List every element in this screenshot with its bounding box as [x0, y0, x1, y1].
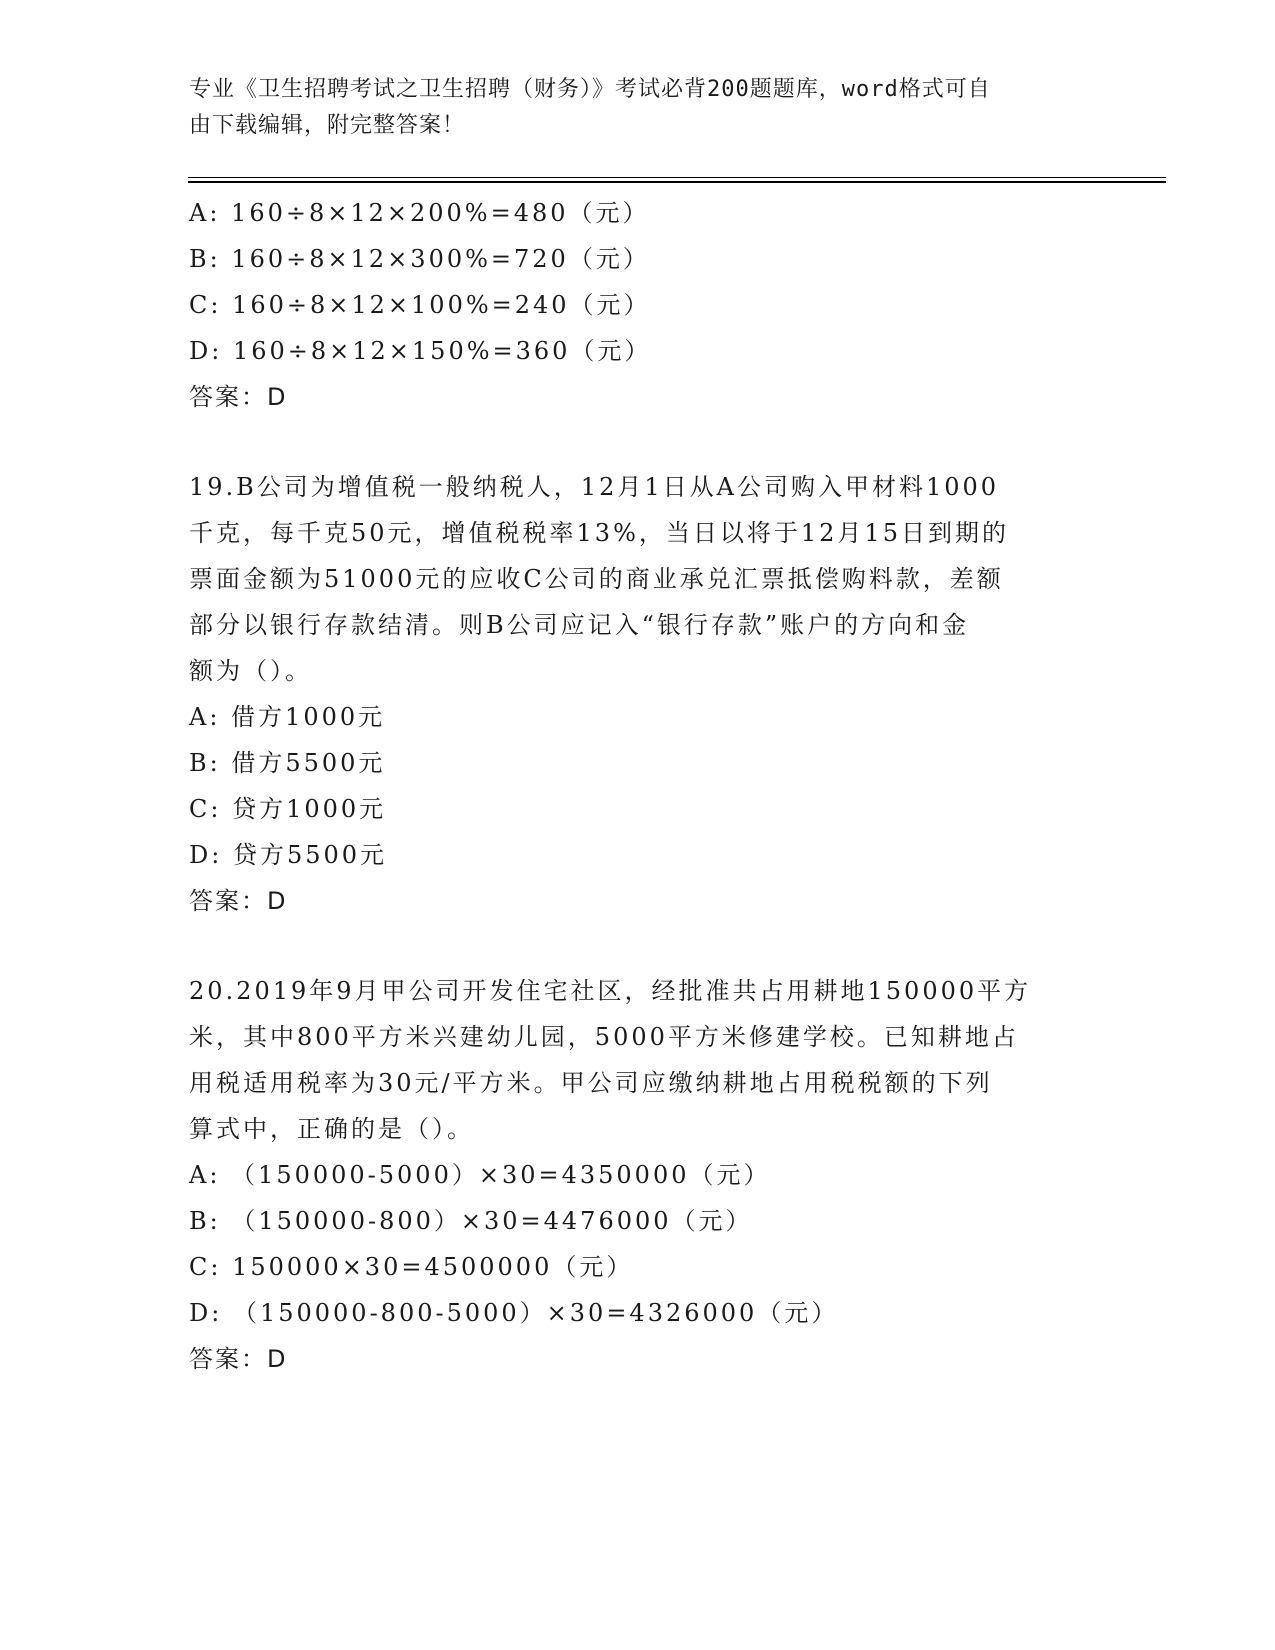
question-text-line: 用税适用税率为30元/平方米。甲公司应缴纳耕地占用税税额的下列 [189, 1069, 993, 1097]
spacer [189, 924, 1069, 968]
question-text-line: 千克，每千克50元，增值税税率13%，当日以将于12月15日到期的 [189, 519, 1009, 547]
answer-line: 答案：D [189, 887, 288, 915]
option-b: B: 160÷8×12×300%=720（元） [189, 245, 650, 273]
option-d: D: 贷方5500元 [189, 841, 388, 869]
spacer [189, 420, 1069, 464]
answer-line: 答案：D [189, 383, 288, 411]
option-d: D: 160÷8×12×150%=360（元） [189, 337, 652, 365]
question-text-line: 19.B公司为增值税一般纳税人，12月1日从A公司购入甲材料1000 [189, 473, 1000, 501]
option-c: C: 160÷8×12×100%=240（元） [189, 291, 651, 319]
option-c: C: 150000×30=4500000（元） [189, 1253, 634, 1281]
previous-question-block [189, 190, 1069, 420]
option-a: A: 借方1000元 [189, 703, 386, 731]
header-divider-thin [188, 177, 1166, 178]
option-b: B: 借方5500元 [189, 749, 386, 777]
option-a: A: 160÷8×12×200%=480（元） [189, 199, 650, 227]
header-divider-thick [188, 181, 1166, 183]
question-19-block [189, 464, 1069, 924]
question-text-line: 米，其中800平方米兴建幼儿园，5000平方米修建学校。已知耕地占 [189, 1023, 1019, 1051]
question-text-line: 20.2019年9月甲公司开发住宅社区，经批准共占用耕地150000平方 [189, 977, 1032, 1005]
option-a: A: （150000-5000）×30=4350000（元） [189, 1161, 771, 1189]
header-line-2: 由下载编辑，附完整答案！ [189, 113, 466, 138]
document-header [189, 72, 1069, 144]
answer-line: 答案：D [189, 1345, 288, 1373]
option-c: C: 贷方1000元 [189, 795, 387, 823]
question-text-line: 额为（）。 [189, 657, 312, 685]
option-d: D: （150000-800-5000）×30=4326000（元） [189, 1299, 839, 1327]
question-20-block [189, 968, 1069, 1382]
option-b: B: （150000-800）×30=4476000（元） [189, 1207, 753, 1235]
header-line-1: 专业《卫生招聘考试之卫生招聘（财务）》考试必背200题题库，word格式可自 [189, 77, 991, 102]
question-text-line: 部分以银行存款结清。则B公司应记入“银行存款”账户的方向和金 [189, 611, 970, 639]
document-body [189, 190, 1069, 1382]
question-text-line: 算式中，正确的是（）。 [189, 1115, 474, 1143]
question-text-line: 票面金额为51000元的应收C公司的商业承兑汇票抵偿购料款，差额 [189, 565, 1004, 593]
